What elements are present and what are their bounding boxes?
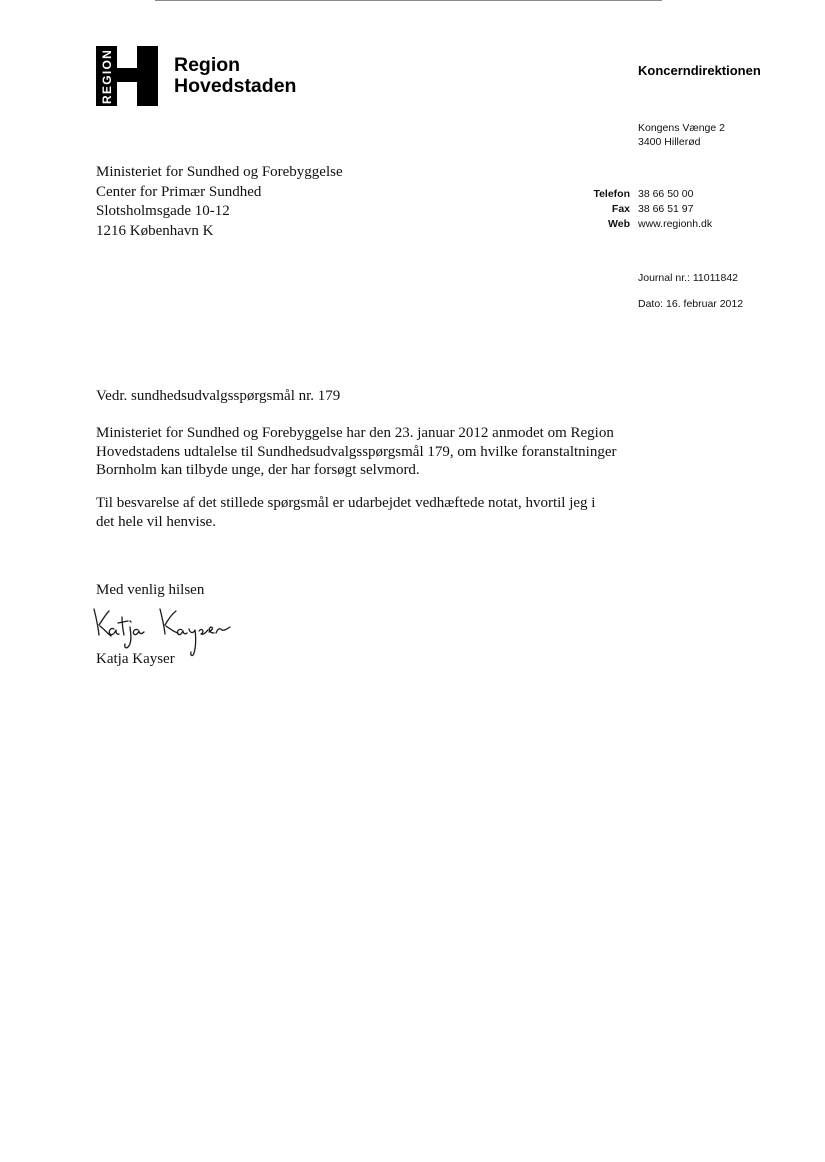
contact-label: Web [608,218,630,230]
signature-text: Katja Kayser [90,603,96,604]
body-line: Bornholm kan tilbyde unge, der har forsøgt selvmord. [96,462,420,478]
contact-value: www.regionh.dk [638,218,713,230]
body-line: Ministeriet for Sundhed og Forebyggelse har den 23. januar 2012 anmodet om Region [96,425,614,441]
recipient-line: 1216 København K [96,222,214,239]
region-hovedstaden-logo [96,46,158,106]
closing-phrase: Med venlig hilsen [96,582,205,598]
contact-value: 38 66 51 97 [638,203,694,215]
body-line: det hele vil henvise. [96,513,216,530]
body-line: Hovedstadens udtalelse til Sundhedsudvalgsspørgsmål 179, om hvilke foranstaltninger [96,443,617,460]
contact-row-fax [570,202,712,217]
contact-label: Fax [611,203,630,215]
department-name: Koncerndirektionen [638,63,761,78]
body-paragraph-1 [96,424,616,480]
sender-street: Kongens Vænge 2 [638,122,725,134]
body-line: Til besvarelse af det stillede spørgsmål er udarbejdet vedhæftede notat, hvortil jeg i [96,495,596,511]
sender-address [638,121,725,149]
letter-subject: Vedr. sundhedsudvalgsspørgsmål nr. 179 [96,388,341,404]
contact-value: 38 66 50 00 [638,188,694,200]
recipient-line: Slotsholmsgade 10-12 [96,203,230,219]
svg-text:REGION: REGION [100,48,114,104]
journal-number: Journal nr.: 11011842 [638,272,739,284]
recipient-address [96,163,343,241]
logo-wordmark [174,55,296,97]
recipient-line: Ministeriet for Sundhed og Forebyggelse [96,164,343,180]
contact-label: Telefon [593,188,630,200]
contact-row-web [570,217,712,232]
recipient-line: Center for Primær Sundhed [96,183,262,200]
logo-word-region: Region [174,54,241,76]
scan-top-line [155,0,662,1]
logo-word-hovedstaden: Hovedstaden [174,75,297,97]
contact-row-telefon [570,187,712,202]
contact-block [570,187,712,232]
signer-name: Katja Kayser [96,651,175,667]
sender-city: 3400 Hillerød [638,136,701,148]
letter-date: Dato: 16. februar 2012 [638,298,744,310]
body-paragraph-2 [96,494,595,531]
